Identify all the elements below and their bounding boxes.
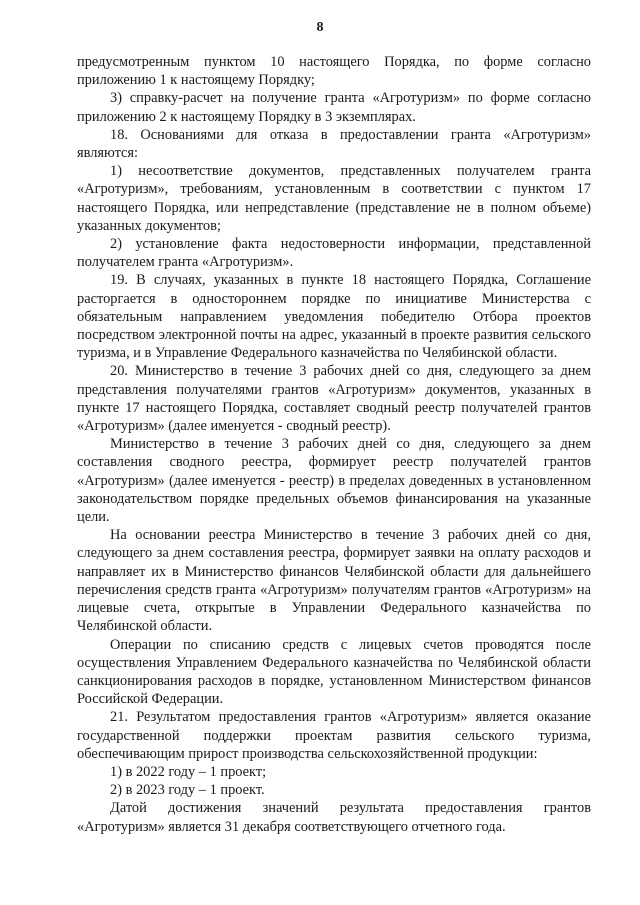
paragraph: 3) справку-расчет на получение гранта «Агротуризм» по форме согласно приложению 2 к настоящему Порядку в 3 экземплярах. <box>77 90 591 125</box>
page-number: 8 <box>316 20 324 35</box>
paragraph: 18. Основаниями для отказа в предоставлении гранта «Агротуризм» являются: <box>77 126 591 162</box>
document-body <box>77 53 591 836</box>
paragraph: 20. Министерство в течение 3 рабочих дней со дня, следующего за днем представления получателями грантов «Агротуризм» документов, указанных в пункте 17 настоящего Порядка, составляет сводный реестр получателей грантов «Агротуризм» (далее именуется - сводный реестр). <box>77 363 591 435</box>
paragraph: 19. В случаях, указанных в пункте 18 настоящего Порядка, Соглашение расторгается в одностороннем порядке по инициативе Министерства с обязательным направлением уведомления победителю Отбора проектов посредством электронной почты на адрес, указанный в проекте развития сельского туризма, и в Управление Федерального казначейства по Челябинской области. <box>77 272 591 362</box>
paragraph: На основании реестра Министерство в течение 3 рабочих дней со дня, следующего за днем составления реестра, формирует заявки на оплату расходов и направляет их в Министерство финансов Челябинской области для дальнейшего перечисления средств гранта «Агротуризм» получателям грантов «Агротуризм» на лицевые счета, открытые в Управлении Федерального казначейства по Челябинской области. <box>77 527 591 635</box>
paragraph: Операции по списанию средств с лицевых счетов проводятся после осуществления Управлением Федерального казначейства по Челябинской области санкционирования расходов в порядке, установленном Министерством финансов Российской Федерации. <box>77 636 591 708</box>
paragraph: предусмотренным пунктом 10 настоящего Порядка, по форме согласно приложению 1 к настоящему Порядку; <box>77 54 591 89</box>
paragraph: 2) в 2023 году – 1 проект. <box>110 782 265 799</box>
paragraph: 2) установление факта недостоверности информации, представленной получателем гранта «Агротуризм». <box>77 236 591 271</box>
paragraph: 1) в 2022 году – 1 проект; <box>110 763 267 780</box>
paragraph: 1) несоответствие документов, представленных получателем гранта «Агротуризм», требованиям, установленным в соответствии с пунктом 17 настоящего Порядка, или непредставление (представление не в полном объеме) указанных документов; <box>77 163 591 234</box>
paragraph: 21. Результатом предоставления грантов «Агротуризм» является оказание государственной поддержки проектам развития сельского туризма, обеспечивающим прирост производства сельскохозяйственной продукции: <box>77 709 591 762</box>
paragraph: Министерство в течение 3 рабочих дней со дня, следующего за днем составления сводного реестра, формирует реестр получателей грантов «Агротуризм» (далее именуется - реестр) в пределах доведенных в установленном законодательством порядке предельных объемов финансирования на указанные цели. <box>77 436 591 526</box>
paragraph: Датой достижения значений результата предоставления грантов «Агротуризм» является 31 декабря соответствующего отчетного года. <box>77 800 591 835</box>
